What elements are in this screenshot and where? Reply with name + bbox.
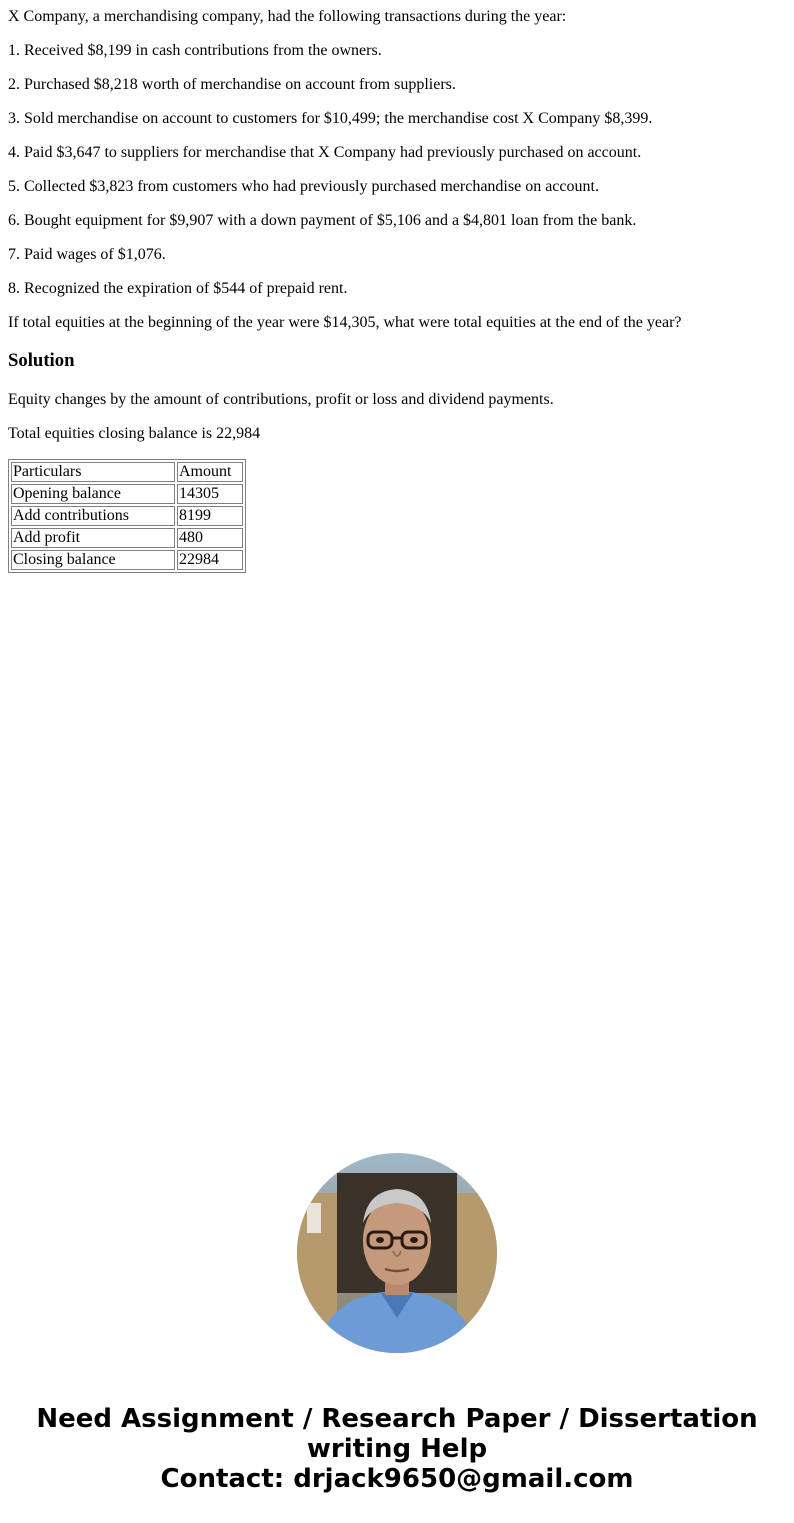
table-header-row bbox=[11, 462, 243, 482]
table-cell-amount: 8199 bbox=[177, 506, 243, 526]
table-row bbox=[11, 528, 243, 548]
table-header-particulars: Particulars bbox=[11, 462, 175, 482]
table-header-amount: Amount bbox=[177, 462, 243, 482]
equity-table bbox=[8, 459, 246, 573]
promo-banner bbox=[0, 1404, 794, 1494]
question-intro: X Company, a merchandising company, had the following transactions during the year: bbox=[8, 8, 567, 25]
table-cell-amount: 480 bbox=[177, 528, 243, 548]
transaction-1: 1. Received $8,199 in cash contributions from the owners. bbox=[8, 42, 382, 59]
table-row bbox=[11, 506, 243, 526]
promo-contact: Contact: drjack9650@gmail.com bbox=[160, 1464, 634, 1494]
transaction-6: 6. Bought equipment for $9,907 with a down payment of $5,106 and a $4,801 loan from the bank. bbox=[8, 212, 637, 229]
promo-line-2: writing Help bbox=[306, 1434, 488, 1464]
transaction-7: 7. Paid wages of $1,076. bbox=[8, 246, 166, 263]
transaction-2: 2. Purchased $8,218 worth of merchandise on account from suppliers. bbox=[8, 76, 456, 93]
table-cell-particulars: Closing balance bbox=[11, 550, 175, 570]
table-cell-particulars: Opening balance bbox=[11, 484, 175, 504]
table-cell-amount: 22984 bbox=[177, 550, 243, 570]
solution-result: Total equities closing balance is 22,984 bbox=[8, 425, 261, 442]
table-row bbox=[11, 550, 243, 570]
solution-heading: Solution bbox=[8, 350, 75, 371]
solution-explanation: Equity changes by the amount of contributions, profit or loss and dividend payments. bbox=[8, 391, 554, 408]
promo-line-1: Need Assignment / Research Paper / Dissertation bbox=[36, 1404, 758, 1434]
table-cell-amount: 14305 bbox=[177, 484, 243, 504]
question-prompt: If total equities at the beginning of the year were $14,305, what were total equities at the end of the year? bbox=[8, 314, 682, 331]
person-portrait-icon bbox=[297, 1153, 497, 1353]
table-cell-particulars: Add profit bbox=[11, 528, 175, 548]
transaction-5: 5. Collected $3,823 from customers who had previously purchased merchandise on account. bbox=[8, 178, 599, 195]
author-avatar bbox=[297, 1153, 497, 1353]
transaction-3: 3. Sold merchandise on account to customers for $10,499; the merchandise cost X Company $8,399. bbox=[8, 110, 653, 127]
transaction-4: 4. Paid $3,647 to suppliers for merchandise that X Company had previously purchased on account. bbox=[8, 144, 642, 161]
table-row bbox=[11, 484, 243, 504]
table-cell-particulars: Add contributions bbox=[11, 506, 175, 526]
transaction-8: 8. Recognized the expiration of $544 of prepaid rent. bbox=[8, 280, 348, 297]
